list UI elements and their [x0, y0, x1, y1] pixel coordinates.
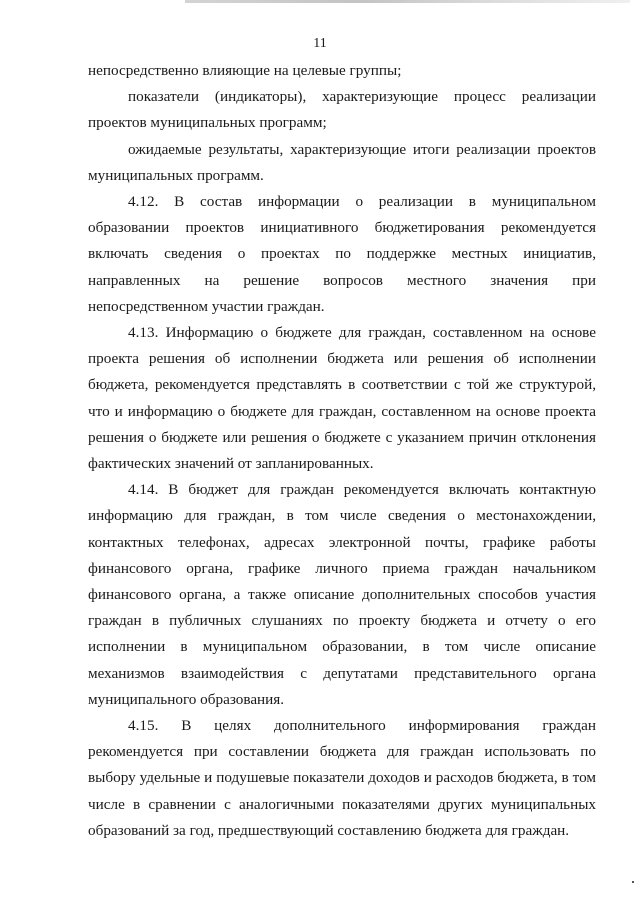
page-number: 11 [313, 36, 327, 51]
document-body [88, 58, 596, 844]
paragraph-expected-results: ожидаемые результаты, характеризующие итоги реализации проектов муниципальных программ. [88, 140, 596, 184]
scan-artifact-top [185, 0, 630, 3]
paragraph-continuation: непосредственно влияющие на целевые группы; [88, 62, 402, 79]
paragraph-4-13: 4.13. Информацию о бюджете для граждан, составленном на основе проекта решения об исполнении бюджета или решения об исполнении бюджета, рекомендуется представлять в соответствии с той же структурой, что и информацию о бюджете для граждан, составленном на основе проекта решения о бюджете или решения о бюджете с указанием причин отклонения фактических значений от запланированных. [88, 324, 596, 473]
paragraph-4-15: 4.15. В целях дополнительного информирования граждан рекомендуется при составлении бюджета для граждан использовать по выбору удельные и подушевые показатели доходов и расходов бюджета, в том числе в сравнении с аналогичными показателями других муниципальных образований за год, предшествующий составлению бюджета для граждан. [88, 717, 596, 839]
paragraph-indicators: показатели (индикаторы), характеризующие процесс реализации проектов муниципальных программ; [88, 88, 596, 132]
paragraph-4-14: 4.14. В бюджет для граждан рекомендуется включать контактную информацию для граждан, в том числе сведения о местонахождении, контактных телефонах, адресах электронной почты, графике работы финансового органа, графике личного приема граждан начальником финансового органа, а также описание дополнительных способов участия граждан в публичных слушаниях по проекту бюджета и отчету о его исполнении в муниципальном образовании, в том числе описание механизмов взаимодействия с депутатами представительного органа муниципального образования. [88, 481, 596, 708]
scan-speck [632, 881, 634, 883]
paragraph-4-12: 4.12. В состав информации о реализации в муниципальном образовании проектов инициативного бюджетирования рекомендуется включать сведения о проектах по поддержке местных инициатив, направленных на решение вопросов местного значения при непосредственном участии граждан. [88, 193, 596, 315]
